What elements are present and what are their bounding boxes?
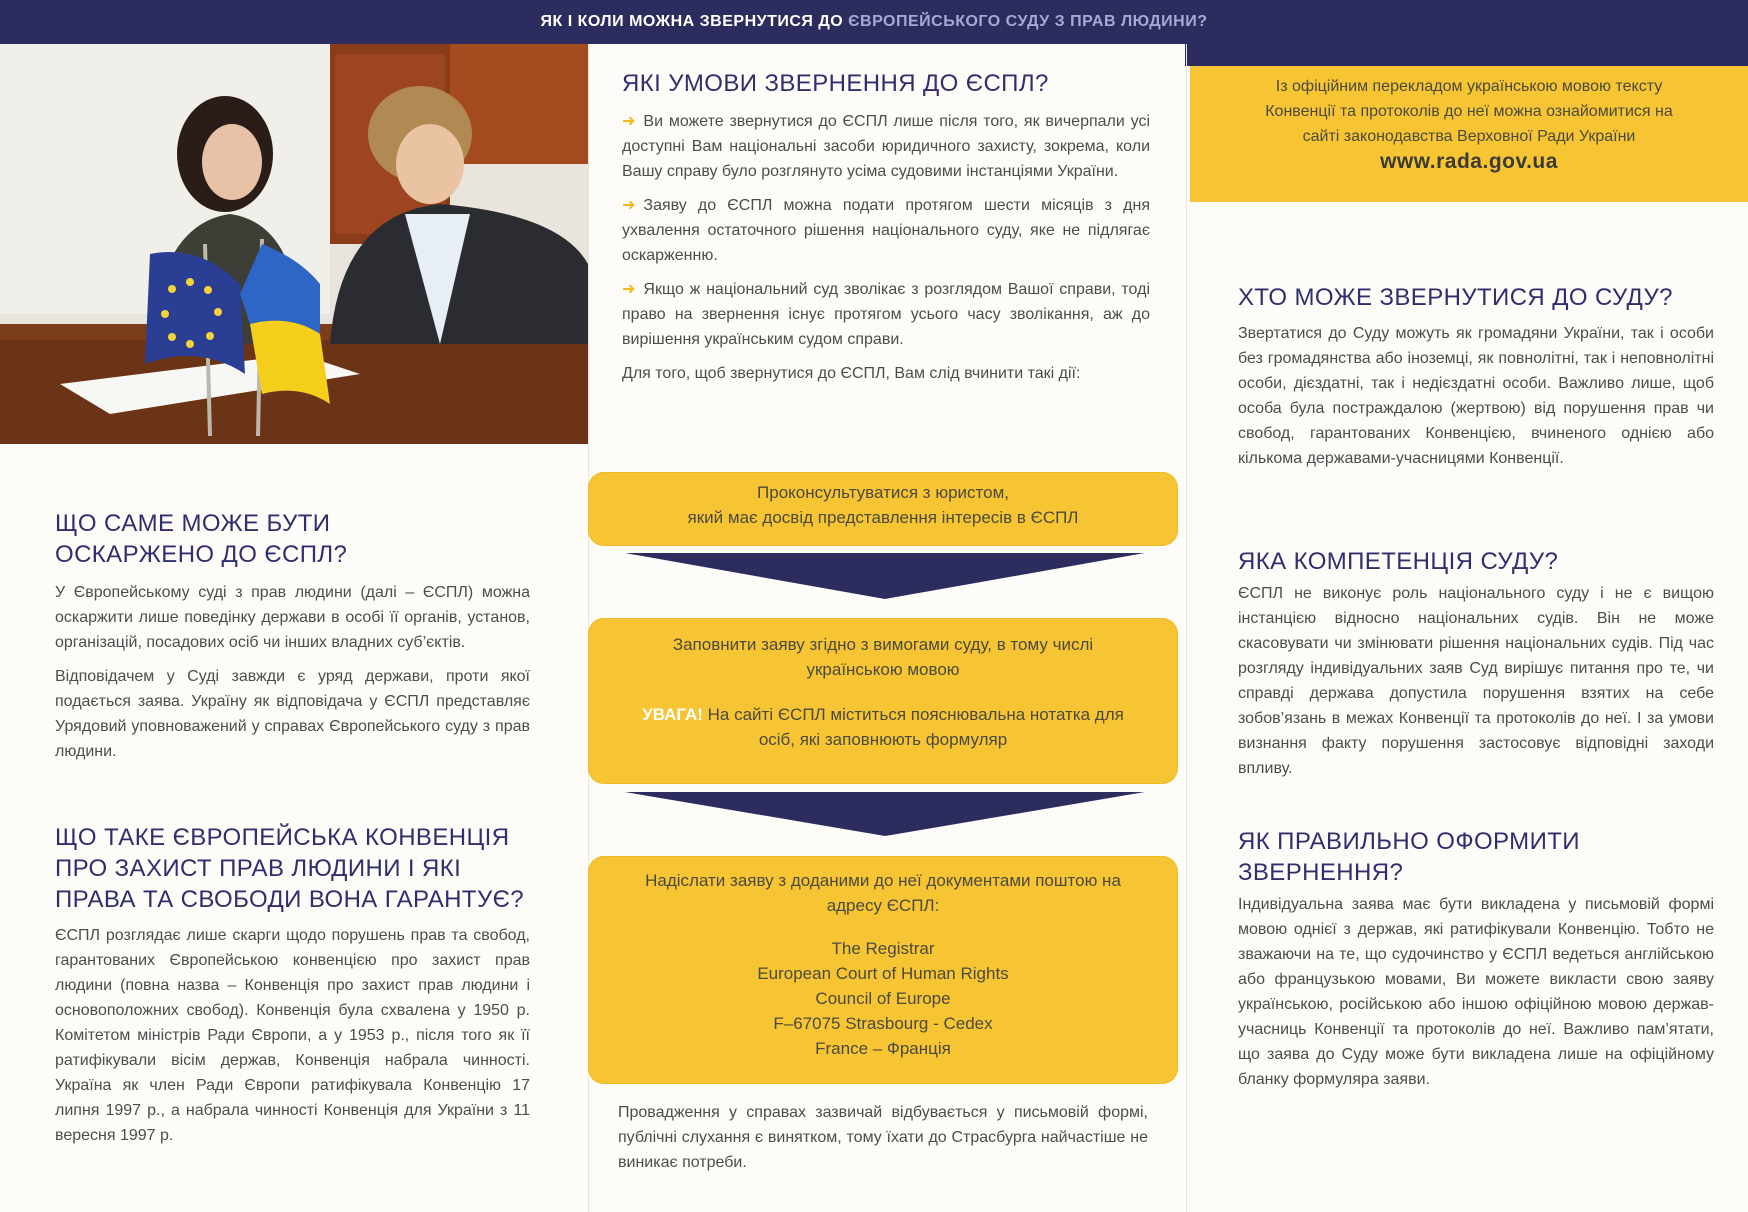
- section-text-format: Індивідуальна заява має бути викладена у письмовій формі мовою однієї з держав, які ратифікували Конвенцію. Тобто не зважаючи на те, що судочинство у ЄСПЛ ведеться англійською або французькою мовами, Ви можете викласти свою заяву українською, російською або іншою офіційною мовою держав-учасниць Конвенції та протоколів до неї. Важливо пам’ятати, що заява до Суду може бути викладена лише на офіційному бланку формуляра заяви.: [1238, 896, 1714, 1088]
- chevron-down-icon: [625, 792, 1145, 838]
- section-title-what-appeal: ЩО САМЕ МОЖЕ БУТИ ОСКАРЖЕНО ДО ЄСПЛ?: [55, 510, 348, 568]
- right-column-format: [1238, 826, 1714, 1092]
- fold-line-right: [1186, 44, 1187, 1212]
- condition-text-2: Заяву до ЄСПЛ можна подати протягом шести місяців з дня ухвалення остаточного рішення національного суду, яке не підлягає оскарженню.: [622, 197, 1150, 264]
- section-text-competence: ЄСПЛ не виконує роль національного суду і не є вищою інстанцією відносно національних судів. Він не може скасовувати чи змінювати рішення національних судів. Під час розгляду індивідуальних заяв Суд вирішує питання про те, чи справді держава допустила порушення взятих на себе зобов’язань в межах Конвенції та протоколів до неї. І за умови визнання факту порушення застосовує відповідні заходи впливу.: [1238, 585, 1714, 777]
- photo-illustration: [0, 44, 588, 444]
- arrow-right-icon: ➜: [622, 197, 636, 214]
- arrow-right-icon: ➜: [622, 113, 636, 130]
- step-consult-line2: який має досвід представлення інтересів в ЄСПЛ: [687, 508, 1079, 527]
- proceedings-note: Провадження у справах зазвичай відбувається у письмовій формі, публічні слухання є винятком, тому їхати до Страсбурга найчастіше не виникає потреби.: [618, 1104, 1148, 1171]
- warning-text-line1: На сайті ЄСПЛ міститься пояснювальна нотатка для: [702, 705, 1124, 724]
- step-form-line1: Заповнити заяву згідно з вимогами суду, в тому числі: [672, 635, 1094, 654]
- info-line3: сайті законодавства Верховної Ради України: [1302, 128, 1636, 145]
- step-send-line1: Надіслати заяву з доданими до неї документами поштою на: [645, 871, 1121, 890]
- step-box-fill-form: [588, 618, 1178, 784]
- address-line: The Registrar: [831, 939, 935, 958]
- section-text-who: Звертатися до Суду можуть як громадяни України, так і особи без громадянства або іноземці, як повнолітні, так і неповнолітні особи, дієздатні, так і недієздатні особи. Важливо лише, щоб особа була постраждалою (жертвою) від порушення прав чи свобод, гарантованих Конвенцією, вчиненого однією або кількома державами-учасницями Конвенції.: [1238, 325, 1714, 467]
- step-consult-line1: Проконсультуватися з юристом,: [757, 483, 1009, 502]
- middle-column: [622, 68, 1150, 386]
- section-title-conditions: ЯКІ УМОВИ ЗВЕРНЕННЯ ДО ЄСПЛ?: [622, 70, 1049, 97]
- header-band-right: [1185, 44, 1748, 66]
- step-send-line2: адресу ЄСПЛ:: [826, 896, 940, 915]
- condition-item-3: [622, 277, 1150, 352]
- arrow-right-icon: ➜: [622, 281, 636, 298]
- right-column-who: [1238, 282, 1714, 471]
- address-line: Council of Europe: [815, 989, 951, 1008]
- step-box-consult: [588, 472, 1178, 546]
- left-column-convention: [55, 822, 530, 1148]
- middle-footer: [618, 1100, 1148, 1175]
- condition-item-1: [622, 109, 1150, 184]
- rada-website-link[interactable]: www.rada.gov.ua: [1380, 150, 1558, 173]
- condition-text-3: Якщо ж національний суд зволікає з розглядом Вашої справи, тоді право на звернення існує протягом усього часу зволікання, аж до вирішення українським судом справи.: [622, 281, 1150, 348]
- section-title-who: ХТО МОЖЕ ЗВЕРНУТИСЯ ДО СУДУ?: [1238, 284, 1673, 311]
- warning-label: УВАГА!: [642, 705, 703, 724]
- section-text-convention: ЄСПЛ розглядає лише скарги щодо порушень прав та свобод, гарантованих Європейською конвенцією про захист прав людини (повна назва – Конвенція про захист прав людини і основоположних свобод). Конвенція була схвалена у 1950 р. Комітетом міністрів Ради Європи, а у 1953 р., після того як її ратифікували вісім держав, Конвенція набрала чинності. Україна як член Ради Європи ратифікувала Конвенцію 17 липня 1997 р., а набрала чинності Конвенція для України з 11 вересня 1997 р.: [55, 927, 530, 1144]
- steps-intro: Для того, щоб звернутися до ЄСПЛ, Вам слід вчинити такі дії:: [622, 365, 1081, 382]
- right-column-competence: [1238, 546, 1714, 781]
- address-line: France – Франція: [815, 1039, 951, 1058]
- condition-item-2: [622, 193, 1150, 268]
- header-title-part1: ЯК І КОЛИ МОЖНА ЗВЕРНУТИСЯ ДО: [540, 13, 849, 30]
- photo-lawyer-consultation: [0, 44, 588, 444]
- step-form-warning: [588, 702, 1178, 727]
- condition-text-1: Ви можете звернутися до ЄСПЛ лише після того, як вичерпали усі доступні Вам національні засоби юридичного захисту, зокрема, коли Вашу справу було розглянуто усіма судовими інстанціями України.: [622, 113, 1150, 180]
- section-text-what-appeal: У Європейському суді з прав людини (далі – ЄСПЛ) можна оскаржити лише поведінку держави в особі її органів, установ, організацій, посадових осіб чи інших владних суб’єктів.: [55, 584, 530, 651]
- step-form-line2: українською мовою: [806, 660, 960, 679]
- header-title-part2: ЄВРОПЕЙСЬКОГО СУДУ З ПРАВ ЛЮДИНИ?: [848, 13, 1208, 30]
- legislation-info-box: [1190, 66, 1748, 202]
- court-address: [588, 936, 1178, 1061]
- section-title-format: ЯК ПРАВИЛЬНО ОФОРМИТИ ЗВЕРНЕННЯ?: [1238, 828, 1580, 886]
- address-line: F–67075 Strasbourg - Cedex: [773, 1014, 993, 1033]
- step-box-send: [588, 856, 1178, 1084]
- chevron-down-icon: [625, 553, 1145, 601]
- warning-text-line2: осіб, які заповнюють формуляр: [758, 730, 1008, 749]
- info-line1: Із офіційним перекладом українською мовою тексту: [1275, 78, 1663, 95]
- address-line: European Court of Human Rights: [757, 964, 1009, 983]
- section-text-respondent: Відповідачем у Суді завжди є уряд держави, проти якої подається заява. Україну як відповідача у ЄСПЛ представляє Урядовий уповноважений у справах Європейського суду з прав людини.: [55, 668, 530, 760]
- section-title-convention: ЩО ТАКЕ ЄВРОПЕЙСЬКА КОНВЕНЦІЯ ПРО ЗАХИСТ ПРАВ ЛЮДИНИ І ЯКІ ПРАВА ТА СВОБОДИ ВОНА ГАРАНТУЄ?: [55, 824, 525, 913]
- left-column: [55, 508, 530, 764]
- page-header-banner: [0, 0, 1748, 44]
- info-line2: Конвенції та протоколів до неї можна ознайомитися на: [1265, 103, 1673, 120]
- section-title-competence: ЯКА КОМПЕТЕНЦІЯ СУДУ?: [1238, 548, 1559, 575]
